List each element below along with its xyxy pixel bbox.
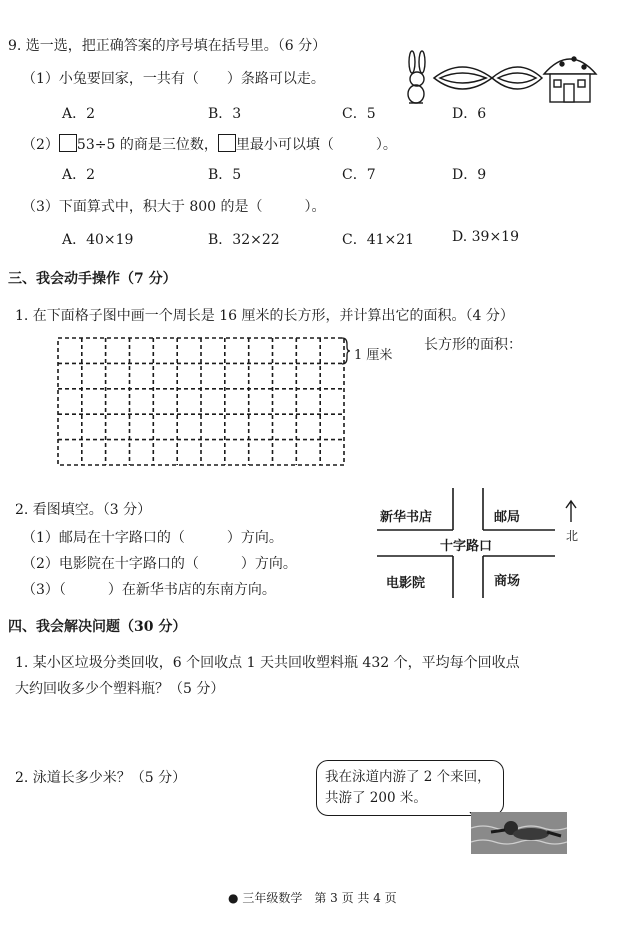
q9-part1-text: （1）小兔要回家，一共有（ ）条路可以走。 bbox=[22, 71, 325, 87]
speech-bubble-text: 我在泳道内游了 2 个来回，共游了 200 米。 bbox=[325, 769, 491, 806]
unit-brace-icon bbox=[340, 336, 352, 366]
footer bbox=[228, 889, 397, 906]
s3-q2-item-2: （2）电影院在十字路口的（ ）方向。 bbox=[22, 556, 297, 572]
s3-q1-text: 1. 在下面格子图中画一个周长是 16 厘米的长方形，并计算出它的面积。（4 分） bbox=[15, 308, 514, 324]
house-icon bbox=[544, 57, 596, 102]
q9-p2-option-a: A．2 bbox=[62, 167, 96, 183]
paths-icon bbox=[434, 67, 542, 89]
q9-p1-option-c: C．5 bbox=[342, 106, 376, 122]
section3-title: 三、我会动手操作（7 分） bbox=[8, 271, 177, 287]
s4-q1-line1: 1. 某小区垃圾分类回收，6 个回收点 1 天共回收塑料瓶 432 个，平均每个回收点 bbox=[15, 655, 520, 671]
q9-p1-option-b: B．3 bbox=[208, 106, 242, 122]
s3-q2-item-1: （1）邮局在十字路口的（ ）方向。 bbox=[22, 530, 283, 546]
dotted-grid bbox=[56, 336, 348, 468]
rabbit-home-paths-illustration bbox=[400, 48, 598, 106]
map-bookstore: 新华书店 bbox=[380, 510, 433, 525]
map-mall: 商场 bbox=[494, 574, 521, 589]
q9-p3-option-d: D. 39×19 bbox=[452, 229, 519, 245]
blank-box-icon bbox=[59, 134, 77, 152]
map-crossroad: 十字路口 bbox=[440, 539, 493, 554]
q9-p1-option-d: D．6 bbox=[452, 106, 487, 122]
footer-bullet-icon: ● bbox=[228, 891, 239, 905]
area-label: 长方形的面积： bbox=[424, 337, 522, 353]
unit-label: 1 厘米 bbox=[354, 348, 393, 363]
q9-part2-line bbox=[22, 134, 397, 154]
q9-p3-option-c: C．41×21 bbox=[342, 232, 415, 248]
map-post-office: 邮局 bbox=[494, 510, 521, 525]
map-cinema: 电影院 bbox=[386, 576, 426, 591]
s4-q1-line2: 大约回收多少个塑料瓶？（5 分） bbox=[15, 681, 225, 697]
q9-p2-option-d: D．9 bbox=[452, 167, 487, 183]
s3-q2-text: 2. 看图填空。（3 分） bbox=[15, 502, 152, 518]
q9-p3-option-b: B．32×22 bbox=[208, 232, 280, 248]
q9-p2-mid: 53÷5 的商是三位数， bbox=[76, 137, 218, 153]
q9-title: 9. 选一选，把正确答案的序号填在括号里。（6 分） bbox=[8, 38, 327, 54]
s4-q2-text: 2. 泳道长多少米？（5 分） bbox=[15, 770, 187, 786]
q9-part3-text: （3）下面算式中，积大于 800 的是（ ）。 bbox=[22, 199, 326, 215]
rabbit-icon bbox=[408, 51, 425, 103]
q9-p3-option-a: A．40×19 bbox=[62, 232, 134, 248]
q9-p2-prefix: （2） bbox=[22, 137, 59, 153]
q9-p2-option-c: C．7 bbox=[342, 167, 376, 183]
section4-title: 四、我会解决问题（30 分） bbox=[8, 619, 187, 635]
footer-text: 三年级数学 第 3 页 共 4 页 bbox=[242, 891, 397, 905]
q9-p2-option-b: B．5 bbox=[208, 167, 242, 183]
q9-p2-suffix: 里最小可以填（ ）。 bbox=[235, 137, 397, 153]
north-arrow-icon bbox=[566, 501, 576, 522]
s3-q2-item-3: （3）（ ）在新华书店的东南方向。 bbox=[22, 582, 276, 598]
blank-box-icon bbox=[218, 134, 236, 152]
q9-p1-option-a: A．2 bbox=[62, 106, 96, 122]
swimmer-icon bbox=[471, 808, 567, 856]
map-north: 北 bbox=[566, 529, 579, 543]
